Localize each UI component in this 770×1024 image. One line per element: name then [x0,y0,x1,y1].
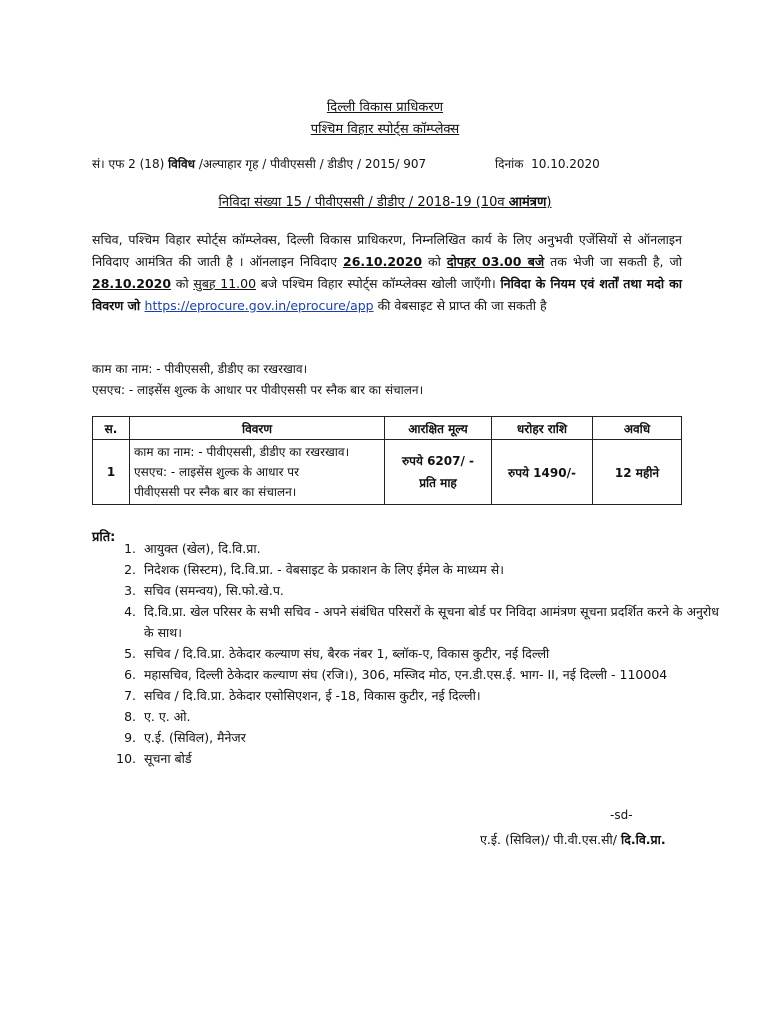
complex-heading: पश्चिम विहार स्पोर्ट्स कॉम्प्लेक्स [310,122,460,137]
list-item: 8. ए. ए. ओ. [140,706,730,727]
ref-prefix: सं। एफ 2 (18) [92,157,169,171]
cell-period: 12 महीने [593,440,682,505]
list-item: 7. सचिव / दि.वि.प्रा. ठेकेदार एसोसिएशन, ई -18, विकास कुटीर, नई दिल्ली। [140,685,730,706]
tender-title [0,192,770,210]
date-value: 10.10.2020 [531,157,600,171]
list-item: 5. सचिव / दि.वि.प्रा. ठेकेदार कल्याण संघ, बैरक नंबर 1, ब्लॉक-ए, विकास कुटीर, नई दिल्ली [140,643,730,664]
submission-time: दोपहर 03.00 बजे [446,254,545,269]
copy-to-list [100,538,730,769]
col-emd: धरोहर राशि [492,417,593,440]
copy-to-label: प्रति: [92,530,116,545]
cell-description: काम का नाम: - पीवीएससी, डीडीए का रखरखाव। एसएच: - लाइसेंस शुल्क के आधार पर पीवीएससी पर स्नैक बार का संचालन। [130,440,385,505]
list-item: 1. आयुक्त (खेल), दि.वि.प्रा. [140,538,730,559]
ref-bold: विविध [168,157,196,171]
letter-date [495,155,600,172]
cell-sno: 1 [93,440,130,505]
col-reserve-price: आरक्षित मूल्य [385,417,492,440]
opening-date: 28.10.2020 [92,276,172,291]
col-description: विवरण [130,417,385,440]
list-item: 2. निदेशक (सिस्टम), दि.वि.प्रा. - वेबसाइट के प्रकाशन के लिए ईमेल के माध्यम से। [140,559,730,580]
ref-suffix: /अल्पाहार गृह / पीवीएससी / डीडीए / 2015/ 907 [195,157,427,171]
org-heading: दिल्ली विकास प्राधिकरण [326,100,444,115]
list-item: 6. महासचिव, दिल्ली ठेकेदार कल्याण संघ (रजि।), 306, मस्जिद मोठ, एन.डी.एस.ई. भाग- II, नई दिल्ली - 110004 [140,664,730,685]
cell-reserve-price: रुपये 6207/ - प्रति माह [385,440,492,505]
list-item: 4. दि.वि.प्रा. खेल परिसर के सभी सचिव - अपने संबंधित परिसरों के सूचना बोर्ड पर निविदा आमंत्रण सूचना प्रदर्शित करने के अनुरोध के साथ। [140,601,730,643]
signatory-designation: ए.ई. (सिविल)/ पी.वी.एस.सी/ दि.वि.प्रा. [480,832,666,847]
list-item: 3. सचिव (समन्वय), सि.फो.खे.प. [140,580,730,601]
col-sno: स. [93,417,130,440]
cell-emd: रुपये 1490/- [492,440,593,505]
eprocure-link[interactable]: https://eprocure.gov.in/eprocure/app [144,298,374,313]
reference-number [92,155,426,172]
work-name: काम का नाम: - पीवीएससी, डीडीए का रखरखाव। [92,362,308,376]
intro-paragraph: सचिव, पश्चिम विहार स्पोर्ट्स कॉम्प्लेक्स, दिल्ली विकास प्राधिकरण, निम्नलिखित कार्य के लिए अनुभवी एजेंसियों से ऑनलाइन निविदाए आमंत्रित की जाती है । ऑनलाइन निविदाए 26.10.2020 को दोपहर 03.00 बजे तक भेजी जा सकती है, जो 28.10.2020 को सुबह 11.00 बजे पश्चिम विहार स्पोर्ट्स कॉम्प्लेक्स खोली जाएँगी। निविदा के नियम एवं शर्तों तथा मदो का विवरण जो https://eprocure.gov.in/eprocure/app की वेबसाइट से प्राप्त की जा सकती है [92,232,682,313]
signed-mark: -sd- [610,808,633,822]
tender-title-bold: आमंत्रण [508,195,547,210]
tender-title-text: निविदा संख्या 15 / पीवीएससी / डीडीए / 2018-19 (10व [218,195,509,210]
list-item: 10. सूचना बोर्ड [140,748,730,769]
date-label: दिनांक [495,157,524,171]
tender-table [92,416,682,505]
submission-date: 26.10.2020 [343,254,423,269]
table-header-row [93,417,682,440]
list-item: 9. ए.ई. (सिविल), मैनेजर [140,727,730,748]
opening-time: सुबह 11.00 [193,276,257,291]
table-row [93,440,682,505]
work-scope: एसएच: - लाइसेंस शुल्क के आधार पर पीवीएससी पर स्नैक बार का संचालन। [92,383,424,397]
col-period: अवधि [593,417,682,440]
tender-title-close: ) [546,195,552,210]
